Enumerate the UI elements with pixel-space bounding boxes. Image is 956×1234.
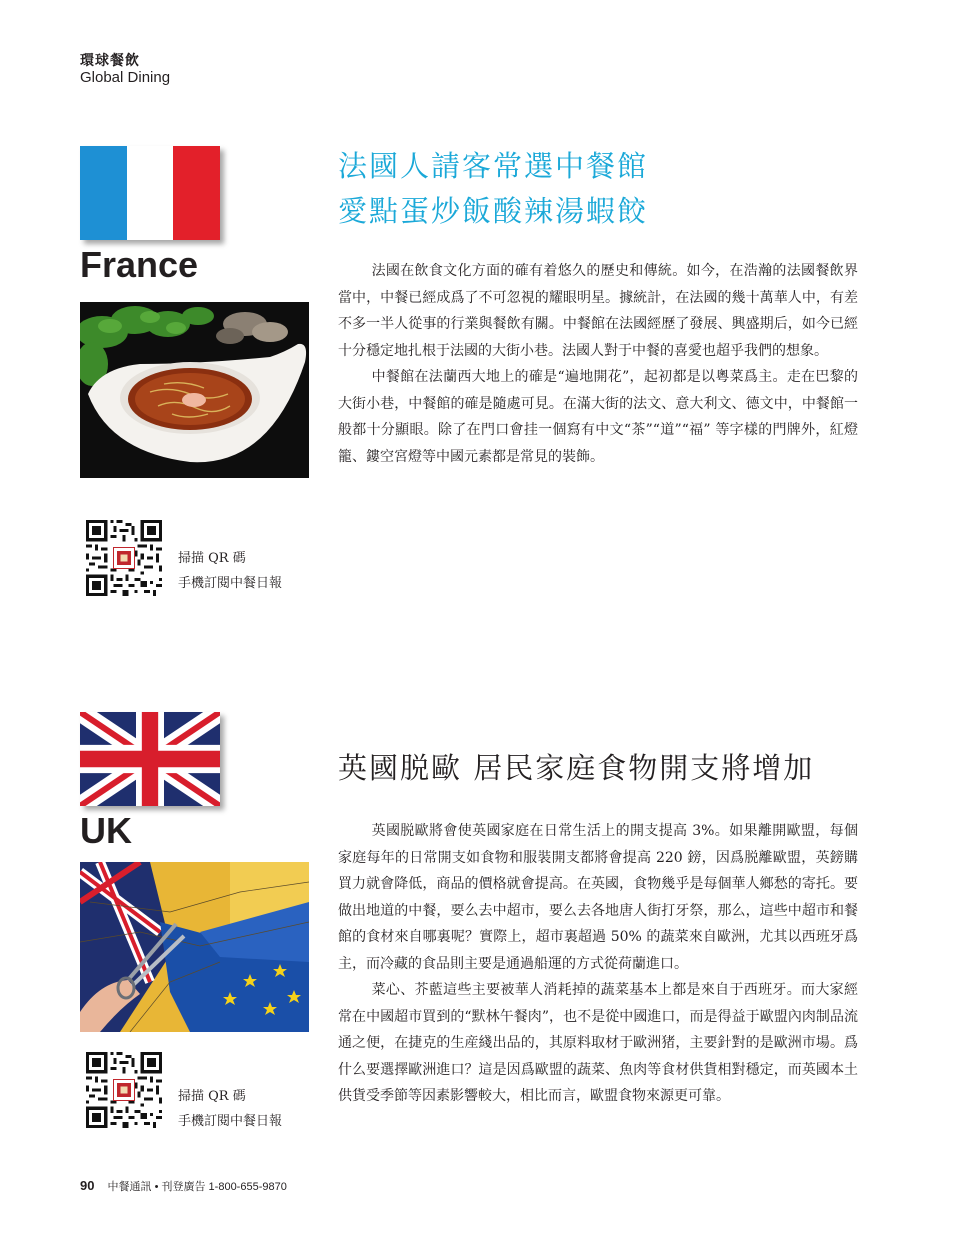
uk-article-body	[338, 818, 858, 1110]
uk-paragraph-2: 菜心、芥藍這些主要被華人消耗掉的蔬菜基本上都是來自于西班牙。而大家經常在中國超市買到的“默林午餐肉”，也不是從中國進口，而是得益于歐盟內肉制品流通之便，在捷克的生産綫出品的，其原料取材于歐洲猪，主要針對的是歐洲市場。爲什么要選擇歐洲進口？這是因爲歐盟的蔬菜、魚肉等食材供貨相對穩定，而英國本土供貨受季節等因素影響較大，相比而言，歐盟食物來源更可靠。	[338, 982, 858, 1104]
country-name-france: France	[80, 244, 199, 285]
footer-text: 中餐通訊 • 刊登廣告 1-800-655-9870	[107, 1181, 287, 1193]
brexit-illustration	[80, 862, 309, 1032]
qr-caption-line1: 掃描 QR 碼	[178, 551, 246, 566]
uk-paragraph-1: 英國脱歐將會使英國家庭在日常生活上的開支提高 3%。如果離開歐盟，每個家庭每年的日常開支如食物和服裝開支都將會提高 220 鎊，因爲脱離歐盟，英鎊購買力就會降低，商品的價格就會提高。在英國，食物幾乎是每個華人鄉愁的寄托。要做出地道的中餐，要么去中超市，要么去各地唐人街打牙祭，那么，這些中超市和餐館的食材來自哪裏呢？實際上，超市裏超過 50% 的蔬菜來自歐洲，尤其以西班牙爲主，而冷藏的食品則主要是通過船運的方式從荷蘭進口。	[338, 823, 858, 972]
qr-caption-line2: 手機訂閱中餐日報	[178, 1114, 283, 1129]
qr-caption-line1: 掃描 QR 碼	[178, 1089, 246, 1104]
france-paragraph-2: 中餐館在法蘭西大地上的確是“遍地開花”，起初都是以粵菜爲主。走在巴黎的大街小巷，中餐館的確是隨處可見。在滿大街的法文、意大利文、德文中，中餐館一般都十分顯眼。除了在門口會挂一個寫有中文“茶”“道”“福” 等字樣的門牌外，紅燈籠、鏤空宮燈等中國元素都是常見的裝飾。	[338, 369, 858, 465]
qr-caption-uk	[178, 1084, 282, 1134]
uk-headline: 英國脱歐 居民家庭食物開支將增加	[338, 751, 815, 785]
soup-photo	[80, 302, 309, 478]
france-headline	[338, 144, 648, 234]
qr-code-france[interactable]	[86, 520, 162, 596]
france-flag	[80, 146, 220, 240]
page-footer	[80, 1178, 287, 1194]
section-title-zh: 環球餐飲	[80, 53, 140, 69]
uk-flag	[80, 712, 220, 806]
france-headline-line2: 愛點蛋炒飯酸辣湯蝦餃	[338, 194, 649, 228]
page-number: 90	[80, 1178, 95, 1193]
qr-caption-france	[178, 546, 282, 596]
country-name-uk: UK	[80, 810, 132, 851]
france-article-body	[338, 258, 858, 470]
qr-caption-line2: 手機訂閱中餐日報	[178, 576, 283, 591]
france-headline-line1: 法國人請客常選中餐館	[338, 149, 649, 183]
france-paragraph-1: 法國在飲食文化方面的確有着悠久的歷史和傳統。如今，在浩瀚的法國餐飲界當中，中餐已經成爲了不可忽視的耀眼明星。據統計，在法國的幾十萬華人中，有差不多一半人從事的行業與餐飲有關。中餐館在法國經歷了發展、興盛期后，如今已經十分穩定地扎根于法國的大街小巷。法國人對于中餐的喜愛也超乎我們的想象。	[338, 263, 858, 359]
qr-code-uk[interactable]	[86, 1052, 162, 1128]
section-title-en: Global Dining	[80, 69, 171, 86]
